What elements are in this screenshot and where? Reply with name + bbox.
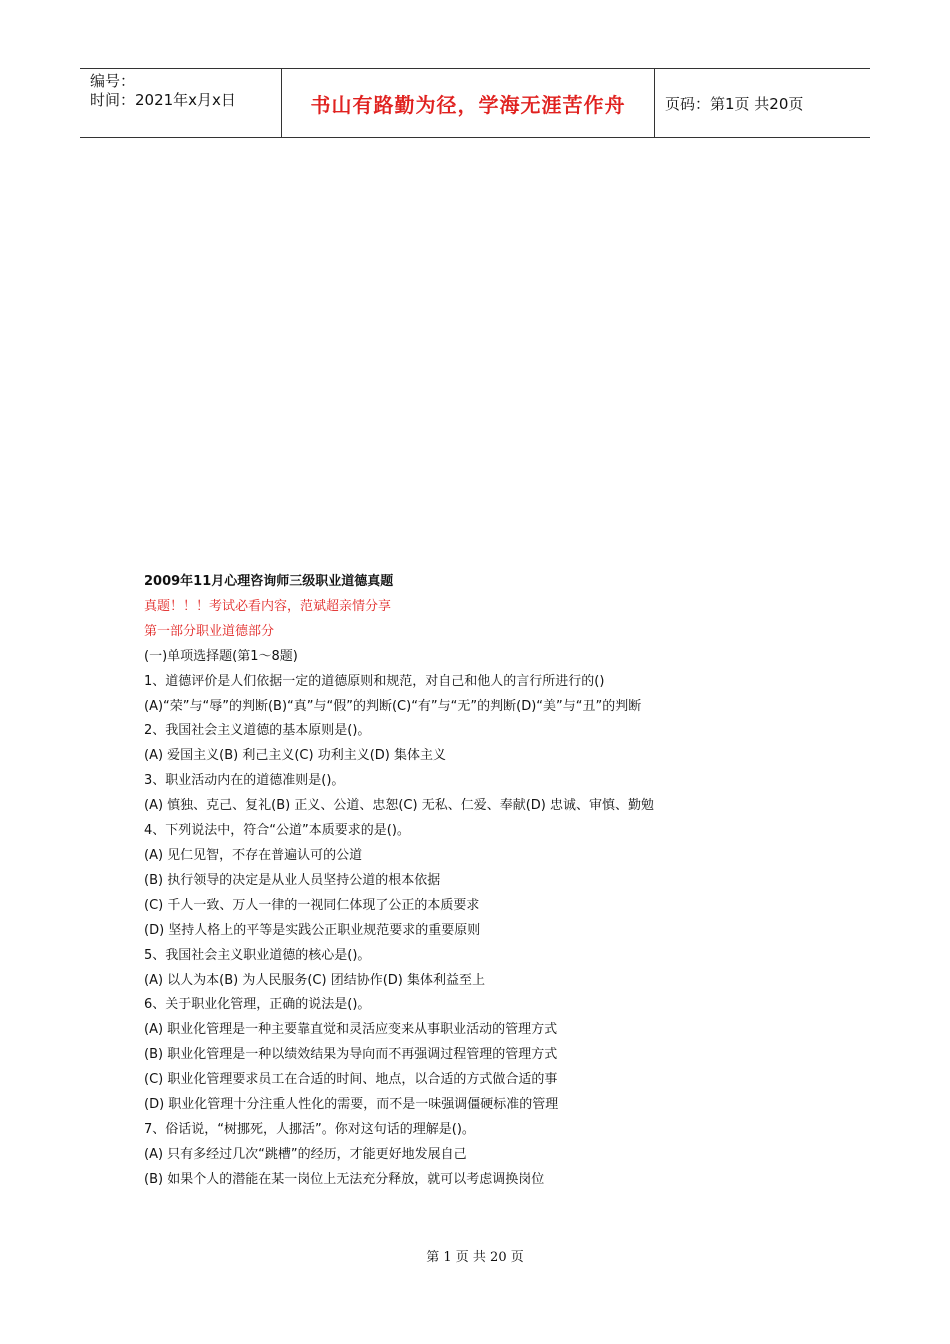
text-line: 4、下列说法中，符合“公道”本质要求的是()。 [144,823,410,839]
page-header [80,68,870,138]
text-line: 6、关于职业化管理，正确的说法是()。 [144,997,371,1013]
text-line: (A) 只有多经过几次“跳槽”的经历，才能更好地发展自己 [144,1146,467,1162]
header-motto-cell [282,69,655,137]
text-line: 7、俗话说，“树挪死，人挪活”。你对这句话的理解是()。 [144,1121,475,1137]
text-line: (B) 执行领导的决定是从业人员坚持公道的根本依据 [144,872,441,888]
text-line: (A) 爱国主义(B) 利己主义(C) 功利主义(D) 集体主义 [144,748,447,764]
text-line: (B) 如果个人的潜能在某一岗位上无法充分释放，就可以考虑调换岗位 [144,1171,545,1187]
text-line: (C) 职业化管理要求员工在合适的时间、地点，以合适的方式做合适的事 [144,1072,558,1088]
text-line: (D) 坚持人格上的平等是实践公正职业规范要求的重要原则 [144,922,481,938]
question-lines [144,645,844,1193]
text-line: 2、我国社会主义道德的基本原则是()。 [144,723,371,739]
header-motto: 书山有路勤为径，学海无涯苦作舟 [310,92,626,117]
doc-number-label: 编号： [90,72,136,90]
text-line: (A) 以人为本(B) 为人民服务(C) 团结协作(D) 集体利益至上 [144,972,486,988]
document-body [144,570,844,1193]
section-heading: 第一部分职业道德部分 [144,623,275,639]
text-line: (D) 职业化管理十分注重人性化的需要，而不是一味强调僵硬标准的管理 [144,1097,559,1113]
text-line: 5、我国社会主义职业道德的核心是()。 [144,947,371,963]
header-page-label: 页码：第1页 共20页 [665,94,804,113]
text-line: (A) 慎独、克己、复礼(B) 正义、公道、忠恕(C) 无私、仁爱、奉献(D) 忠诚、审慎、勤勉 [144,798,655,814]
text-line: 3、职业活动内在的道德准则是()。 [144,773,345,789]
page-footer [0,1246,950,1265]
text-line: (A) 职业化管理是一种主要靠直觉和灵活应变来从事职业活动的管理方式 [144,1022,558,1038]
text-line: (C) 千人一致、万人一律的一视同仁体现了公正的本质要求 [144,897,480,913]
text-line: (A)“荣”与“辱”的判断(B)“真”与“假”的判断(C)“有”与“无”的判断(D)“美”与“丑”的判断 [144,698,642,714]
text-line: (一)单项选择题(第1～8题) [144,648,298,664]
header-info-cell [80,69,282,137]
red-note: 真题！！！考试必看内容，范斌超亲情分享 [144,598,392,614]
text-line: (B) 职业化管理是一种以绩效结果为导向而不再强调过程管理的管理方式 [144,1047,558,1063]
footer-page-number: 第 1 页 共 20 页 [426,1250,524,1265]
text-line: (A) 见仁见智，不存在普遍认可的公道 [144,847,363,863]
header-page-cell [655,69,870,137]
document-title: 2009年11月心理咨询师三级职业道德真题 [144,574,394,589]
doc-date-label: 时间：2021年x月x日 [90,91,236,109]
text-line: 1、道德评价是人们依据一定的道德原则和规范，对自己和他人的言行所进行的() [144,673,605,689]
